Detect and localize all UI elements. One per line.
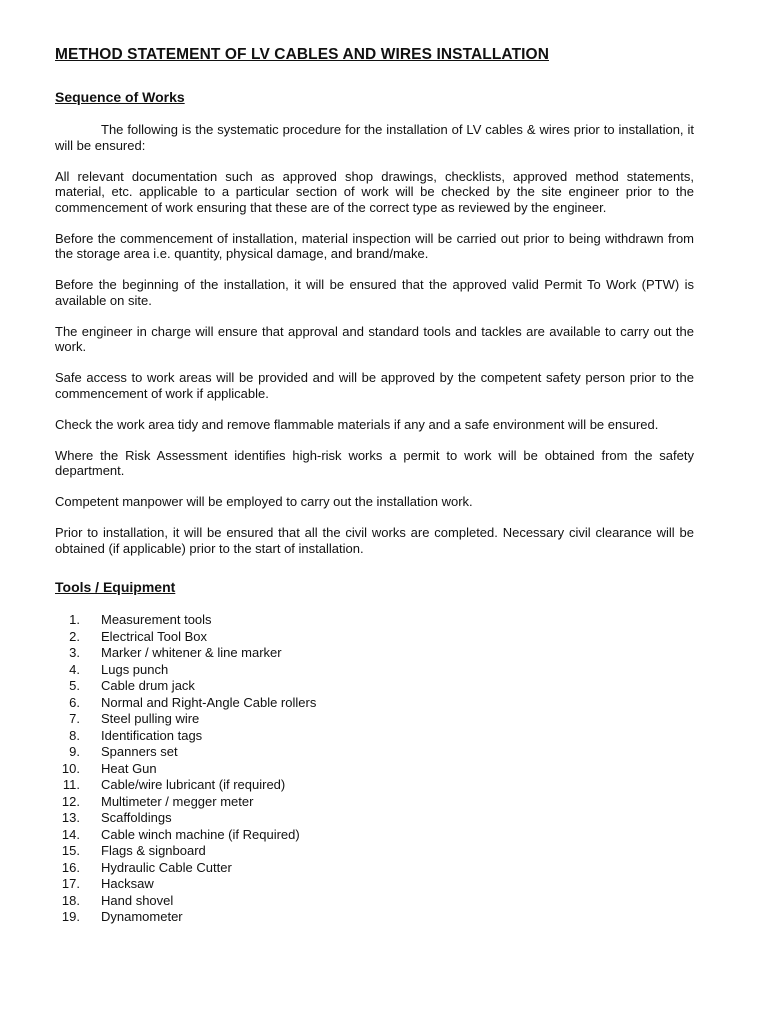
tool-label: Cable winch machine (if Required): [101, 826, 300, 842]
tool-list-item: [55, 777, 694, 794]
sequence-paragraph: Prior to installation, it will be ensured that all the civil works are completed. Necessary civil clearance will be obtained (if applicable) prior to the start of installation.: [55, 525, 694, 556]
tool-number: 4.: [69, 661, 80, 677]
tool-number: 18.: [61, 892, 80, 908]
tool-label: Measurement tools: [101, 612, 212, 627]
tool-label: Steel pulling wire: [101, 711, 200, 726]
tool-number: 15.: [61, 843, 80, 858]
tool-label: Cable/wire lubricant (if required): [101, 777, 286, 792]
document-title: METHOD STATEMENT OF LV CABLES AND WIRES INSTALLATION: [55, 46, 549, 63]
tool-number: 5.: [69, 678, 80, 693]
tool-list-item: [55, 695, 694, 712]
tool-label: Hand shovel: [101, 892, 174, 908]
tool-list-item: [55, 744, 694, 761]
tool-list-item: [55, 645, 694, 662]
tool-list-item: [55, 678, 694, 695]
tool-label: Dynamometer: [101, 909, 183, 924]
sequence-paragraph: Check the work area tidy and remove flammable materials if any and a safe environment will be ensured.: [55, 416, 659, 432]
tool-list-item: [55, 761, 694, 778]
tool-list-item: [55, 728, 694, 745]
tool-number: 6.: [69, 694, 80, 710]
tool-list-item: [55, 629, 694, 646]
sequence-paragraph: The engineer in charge will ensure that approval and standard tools and tackles are available to carry out the work.: [55, 323, 694, 354]
sequence-paragraph: Where the Risk Assessment identifies high-risk works a permit to work will be obtained from the safety department.: [55, 447, 694, 478]
tool-label: Electrical Tool Box: [101, 628, 207, 644]
tool-list-item: [55, 612, 694, 629]
tool-number: 8.: [69, 727, 80, 743]
tool-label: Marker / whitener & line marker: [101, 645, 282, 660]
tool-number: 13.: [61, 810, 80, 825]
tool-label: Cable drum jack: [101, 678, 195, 693]
sequence-paragraph: The following is the systematic procedure for the installation of LV cables & wires prior to installation, it will be ensured:: [55, 122, 694, 153]
tools-equipment-heading: Tools / Equipment: [55, 579, 176, 595]
tool-label: Scaffoldings: [101, 810, 172, 825]
tool-number: 16.: [61, 859, 80, 875]
tool-label: Lugs punch: [101, 661, 169, 677]
tool-label: Spanners set: [101, 744, 178, 759]
tool-number: 2.: [69, 628, 80, 644]
tool-list-item: [55, 893, 694, 910]
tool-list-item: [55, 711, 694, 728]
sequence-paragraph: Before the commencement of installation, material inspection will be carried out prior to being withdrawn from the storage area i.e. quantity, physical damage, and brand/make.: [55, 230, 694, 261]
tool-label: Hydraulic Cable Cutter: [101, 859, 232, 875]
tool-label: Normal and Right-Angle Cable rollers: [101, 694, 317, 710]
tool-number: 10.: [61, 760, 80, 776]
tool-list-item: [55, 909, 694, 926]
tool-label: Identification tags: [101, 727, 203, 743]
tool-number: 1.: [69, 612, 80, 627]
tool-number: 19.: [61, 909, 80, 924]
tool-number: 12.: [61, 793, 80, 809]
tool-number: 3.: [69, 645, 80, 660]
document-page: [55, 46, 694, 926]
tool-list-item: [55, 662, 694, 679]
tool-label: Multimeter / megger meter: [101, 793, 254, 809]
sequence-paragraph: Before the beginning of the installation, it will be ensured that the approved valid Permit To Work (PTW) is available on site.: [55, 277, 694, 308]
tool-number: 14.: [61, 826, 80, 842]
tool-list-item: [55, 827, 694, 844]
tool-number: 11.: [62, 777, 80, 792]
tool-label: Heat Gun: [101, 760, 157, 776]
tools-list: [55, 612, 694, 926]
tool-list-item: [55, 860, 694, 877]
tool-number: 9.: [69, 744, 80, 759]
sequence-of-works-heading: Sequence of Works: [55, 89, 185, 105]
sequence-paragraph: All relevant documentation such as approved shop drawings, checklists, approved method statements, material, etc. applicable to a particular section of work will be checked by the site engineer prior to the commencement of work ensuring that these are of the correct type as reviewed by the engineer.: [55, 168, 694, 215]
tool-list-item: [55, 876, 694, 893]
sequence-paragraph: Competent manpower will be employed to carry out the installation work.: [55, 494, 473, 509]
tool-number: 7.: [69, 711, 80, 726]
tool-label: Hacksaw: [101, 876, 154, 891]
sequence-paragraph: Safe access to work areas will be provided and will be approved by the competent safety person prior to the commencement of work if applicable.: [55, 370, 694, 401]
tool-list-item: [55, 843, 694, 860]
tool-label: Flags & signboard: [101, 843, 206, 858]
tool-list-item: [55, 794, 694, 811]
tool-number: 17.: [61, 876, 80, 891]
tool-list-item: [55, 810, 694, 827]
